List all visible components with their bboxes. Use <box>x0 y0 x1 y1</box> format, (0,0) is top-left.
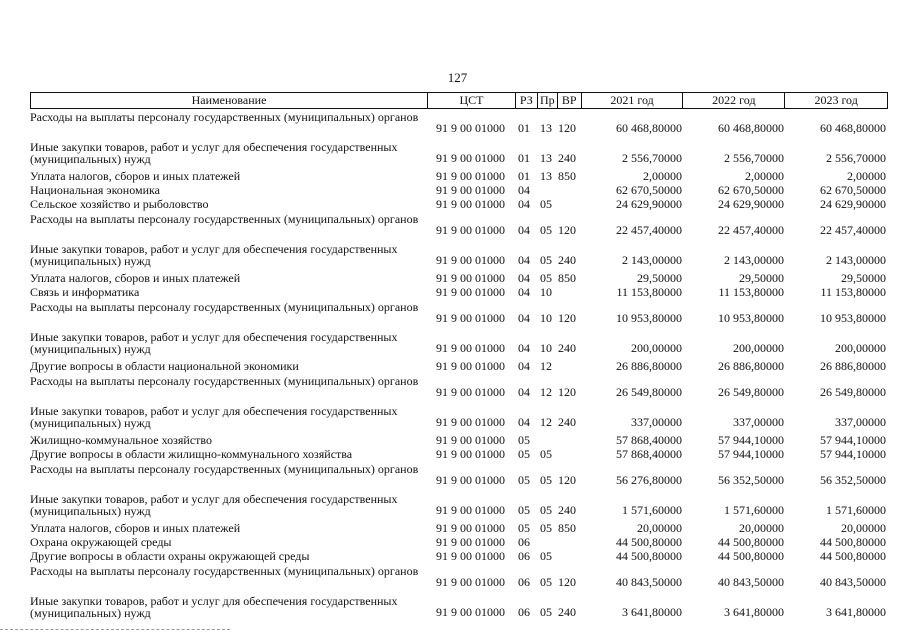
row-value-2023: 62 670,50000 <box>820 183 886 197</box>
row-value-2023: 1 571,60000 <box>826 503 886 517</box>
budget-table <box>30 92 888 623</box>
row-rz: 06 <box>518 575 530 589</box>
row-cst: 91 9 00 01000 <box>436 121 505 135</box>
row-pr: 05 <box>540 575 552 589</box>
table-row <box>30 433 888 447</box>
row-value-2022: 200,00000 <box>733 341 784 355</box>
table-row <box>30 169 888 183</box>
row-value-2021: 2 143,00000 <box>622 253 682 267</box>
row-name: Уплата налогов, сборов и иных платежей <box>30 271 241 285</box>
row-value-2022: 24 629,90000 <box>718 197 784 211</box>
row-pr: 10 <box>540 341 552 355</box>
row-cst: 91 9 00 01000 <box>436 223 505 237</box>
row-value-2023: 2 143,00000 <box>826 253 886 267</box>
row-rz: 01 <box>518 151 530 165</box>
row-name: Другие вопросы в области жилищно-коммунального хозяйства <box>30 447 353 461</box>
row-value-2021: 20,00000 <box>637 521 682 535</box>
row-cst: 91 9 00 01000 <box>436 285 505 299</box>
row-value-2021: 337,00000 <box>631 415 682 429</box>
row-pr <box>538 433 558 447</box>
row-rz: 06 <box>518 549 530 563</box>
row-name: Расходы на выплаты персоналу государственных (муниципальных) органов <box>30 212 419 226</box>
row-value-2023: 57 944,10000 <box>820 447 886 461</box>
table-row <box>30 491 888 521</box>
table-row <box>30 299 888 329</box>
row-value-2021: 10 953,80000 <box>616 311 682 325</box>
row-value-2023: 29,50000 <box>841 271 886 285</box>
table-row <box>30 241 888 271</box>
row-value-2023: 60 468,80000 <box>820 121 886 135</box>
row-vr <box>558 197 582 211</box>
row-rz: 04 <box>518 415 530 429</box>
row-rz: 04 <box>518 183 530 197</box>
row-vr: 120 <box>558 223 576 237</box>
row-vr: 120 <box>558 473 576 487</box>
row-name: Связь и информатика <box>30 285 140 299</box>
row-cst: 91 9 00 01000 <box>436 549 505 563</box>
row-name: Жилищно-коммунальное хозяйство <box>30 433 213 447</box>
row-value-2022: 22 457,40000 <box>718 223 784 237</box>
row-vr <box>558 433 582 447</box>
row-rz: 04 <box>518 223 530 237</box>
row-name: Сельское хозяйство и рыболовство <box>30 197 209 211</box>
row-value-2022: 2,00000 <box>745 169 784 183</box>
row-cst: 91 9 00 01000 <box>436 385 505 399</box>
table-row <box>30 139 888 169</box>
row-vr: 240 <box>558 253 576 267</box>
row-pr: 05 <box>540 197 552 211</box>
row-cst: 91 9 00 01000 <box>436 271 505 285</box>
row-pr: 05 <box>540 271 552 285</box>
table-header <box>30 92 888 109</box>
row-rz: 06 <box>518 605 530 619</box>
row-value-2023: 2,00000 <box>847 169 886 183</box>
row-name: Иные закупки товаров, работ и услуг для обеспечения государственных (муниципальных) нужд <box>30 242 398 268</box>
header-pr: Пр <box>538 93 558 108</box>
row-pr: 05 <box>540 447 552 461</box>
row-vr <box>558 183 582 197</box>
row-pr: 13 <box>540 151 552 165</box>
row-value-2021: 11 153,80000 <box>616 285 682 299</box>
row-name: Уплата налогов, сборов и иных платежей <box>30 169 241 183</box>
row-pr: 13 <box>540 169 552 183</box>
row-name: Уплата налогов, сборов и иных платежей <box>30 521 241 535</box>
row-value-2021: 29,50000 <box>637 271 682 285</box>
row-pr: 05 <box>540 253 552 267</box>
row-name: Расходы на выплаты персоналу государственных (муниципальных) органов <box>30 300 419 314</box>
table-row <box>30 447 888 461</box>
row-rz: 04 <box>518 285 530 299</box>
row-value-2023: 40 843,50000 <box>820 575 886 589</box>
row-pr: 12 <box>540 385 552 399</box>
row-value-2022: 56 352,50000 <box>718 473 784 487</box>
row-pr: 05 <box>540 473 552 487</box>
row-value-2022: 2 143,00000 <box>724 253 784 267</box>
header-rz: РЗ <box>516 93 538 108</box>
row-vr <box>558 285 582 299</box>
row-vr <box>558 549 582 563</box>
row-vr: 120 <box>558 121 576 135</box>
row-value-2022: 2 556,70000 <box>724 151 784 165</box>
row-value-2022: 29,50000 <box>739 271 784 285</box>
table-row <box>30 197 888 211</box>
row-cst: 91 9 00 01000 <box>436 151 505 165</box>
row-value-2023: 57 944,10000 <box>820 433 886 447</box>
row-rz: 04 <box>518 197 530 211</box>
row-rz: 01 <box>518 121 530 135</box>
row-value-2023: 2 556,70000 <box>826 151 886 165</box>
row-value-2023: 10 953,80000 <box>820 311 886 325</box>
row-value-2021: 1 571,60000 <box>622 503 682 517</box>
row-pr <box>538 535 558 549</box>
row-cst: 91 9 00 01000 <box>436 521 505 535</box>
row-vr: 850 <box>558 521 576 535</box>
row-cst: 91 9 00 01000 <box>436 473 505 487</box>
row-name: Расходы на выплаты персоналу государственных (муниципальных) органов <box>30 374 419 388</box>
page-number: 127 <box>447 70 468 85</box>
row-value-2022: 1 571,60000 <box>724 503 784 517</box>
row-cst: 91 9 00 01000 <box>436 433 505 447</box>
row-value-2021: 22 457,40000 <box>616 223 682 237</box>
table-row <box>30 109 888 139</box>
row-value-2023: 3 641,80000 <box>826 605 886 619</box>
row-value-2022: 11 153,80000 <box>718 285 784 299</box>
row-value-2023: 200,00000 <box>835 341 886 355</box>
row-value-2022: 44 500,80000 <box>718 535 784 549</box>
table-row <box>30 521 888 535</box>
row-cst: 91 9 00 01000 <box>436 311 505 325</box>
row-value-2021: 26 549,80000 <box>616 385 682 399</box>
row-vr <box>558 447 582 461</box>
row-cst: 91 9 00 01000 <box>436 605 505 619</box>
row-vr: 240 <box>558 415 576 429</box>
header-cst: ЦСТ <box>428 93 516 108</box>
table-row <box>30 183 888 197</box>
row-cst: 91 9 00 01000 <box>436 575 505 589</box>
row-rz: 04 <box>518 359 530 373</box>
row-cst: 91 9 00 01000 <box>436 253 505 267</box>
row-value-2021: 56 276,80000 <box>616 473 682 487</box>
row-value-2022: 10 953,80000 <box>718 311 784 325</box>
row-value-2022: 40 843,50000 <box>718 575 784 589</box>
row-value-2023: 26 886,80000 <box>820 359 886 373</box>
row-name: Иные закупки товаров, работ и услуг для обеспечения государственных (муниципальных) нужд <box>30 594 398 620</box>
row-rz: 05 <box>518 447 530 461</box>
row-value-2022: 3 641,80000 <box>724 605 784 619</box>
row-pr <box>538 183 558 197</box>
row-name: Расходы на выплаты персоналу государственных (муниципальных) органов <box>30 462 419 476</box>
row-name: Иные закупки товаров, работ и услуг для обеспечения государственных (муниципальных) нужд <box>30 404 398 430</box>
row-value-2021: 57 868,40000 <box>616 433 682 447</box>
row-vr: 120 <box>558 575 576 589</box>
header-name: Наименование <box>31 93 428 108</box>
table-row <box>30 461 888 491</box>
row-cst: 91 9 00 01000 <box>436 415 505 429</box>
row-value-2022: 26 886,80000 <box>718 359 784 373</box>
row-value-2021: 60 468,80000 <box>616 121 682 135</box>
row-cst: 91 9 00 01000 <box>436 197 505 211</box>
row-name: Иные закупки товаров, работ и услуг для обеспечения государственных (муниципальных) нужд <box>30 492 398 518</box>
row-name: Другие вопросы в области охраны окружающей среды <box>30 549 310 563</box>
row-name: Иные закупки товаров, работ и услуг для обеспечения государственных (муниципальных) нужд <box>30 330 398 356</box>
row-pr: 12 <box>540 415 552 429</box>
row-value-2023: 26 549,80000 <box>820 385 886 399</box>
row-vr: 240 <box>558 151 576 165</box>
table-row <box>30 329 888 359</box>
row-value-2022: 62 670,50000 <box>718 183 784 197</box>
table-row <box>30 271 888 285</box>
row-vr <box>558 359 582 373</box>
row-rz: 04 <box>518 341 530 355</box>
table-row <box>30 563 888 593</box>
row-pr: 13 <box>540 121 552 135</box>
row-value-2023: 44 500,80000 <box>820 535 886 549</box>
row-cst: 91 9 00 01000 <box>436 183 505 197</box>
row-value-2021: 24 629,90000 <box>616 197 682 211</box>
row-rz: 04 <box>518 253 530 267</box>
row-cst: 91 9 00 01000 <box>436 535 505 549</box>
row-pr: 05 <box>540 549 552 563</box>
row-pr: 05 <box>540 503 552 517</box>
row-cst: 91 9 00 01000 <box>436 503 505 517</box>
row-vr: 850 <box>558 169 576 183</box>
table-row <box>30 373 888 403</box>
table-row <box>30 535 888 549</box>
row-rz: 05 <box>518 521 530 535</box>
table-body <box>30 109 888 623</box>
row-value-2021: 57 868,40000 <box>616 447 682 461</box>
row-name: Национальная экономика <box>30 183 160 197</box>
row-cst: 91 9 00 01000 <box>436 359 505 373</box>
table-row <box>30 359 888 373</box>
table-row <box>30 549 888 563</box>
row-rz: 04 <box>518 311 530 325</box>
row-pr: 05 <box>540 521 552 535</box>
row-value-2023: 20,00000 <box>841 521 886 535</box>
row-vr: 120 <box>558 385 576 399</box>
row-rz: 05 <box>518 473 530 487</box>
row-value-2023: 22 457,40000 <box>820 223 886 237</box>
table-row <box>30 211 888 241</box>
row-value-2023: 337,00000 <box>835 415 886 429</box>
row-value-2022: 44 500,80000 <box>718 549 784 563</box>
row-vr: 850 <box>558 271 576 285</box>
row-value-2022: 26 549,80000 <box>718 385 784 399</box>
row-rz: 04 <box>518 385 530 399</box>
row-rz: 04 <box>518 271 530 285</box>
row-pr: 12 <box>540 359 552 373</box>
row-value-2022: 20,00000 <box>739 521 784 535</box>
table-row <box>30 285 888 299</box>
row-value-2023: 24 629,90000 <box>820 197 886 211</box>
row-pr: 10 <box>540 311 552 325</box>
row-value-2021: 44 500,80000 <box>616 535 682 549</box>
row-value-2022: 60 468,80000 <box>718 121 784 135</box>
row-name: Охрана окружающей среды <box>30 535 172 549</box>
row-value-2022: 57 944,10000 <box>718 433 784 447</box>
header-vr: ВР <box>558 93 582 108</box>
header-2023: 2023 год <box>814 93 858 107</box>
row-name: Расходы на выплаты персоналу государственных (муниципальных) органов <box>30 564 419 578</box>
row-value-2022: 337,00000 <box>733 415 784 429</box>
row-cst: 91 9 00 01000 <box>436 447 505 461</box>
row-vr: 240 <box>558 605 576 619</box>
row-name: Другие вопросы в области национальной экономики <box>30 359 299 373</box>
row-vr: 240 <box>558 503 576 517</box>
row-value-2021: 200,00000 <box>631 341 682 355</box>
row-name: Расходы на выплаты персоналу государственных (муниципальных) органов <box>30 110 419 124</box>
row-pr: 10 <box>540 285 552 299</box>
row-rz: 05 <box>518 433 530 447</box>
row-value-2021: 62 670,50000 <box>616 183 682 197</box>
row-value-2021: 44 500,80000 <box>616 549 682 563</box>
row-value-2023: 56 352,50000 <box>820 473 886 487</box>
row-rz: 06 <box>518 535 530 549</box>
row-value-2021: 26 886,80000 <box>616 359 682 373</box>
row-cst: 91 9 00 01000 <box>436 341 505 355</box>
row-value-2022: 57 944,10000 <box>718 447 784 461</box>
row-pr: 05 <box>540 223 552 237</box>
row-vr: 120 <box>558 311 576 325</box>
header-2021: 2021 год <box>582 93 684 108</box>
row-value-2021: 3 641,80000 <box>622 605 682 619</box>
row-rz: 05 <box>518 503 530 517</box>
row-value-2021: 40 843,50000 <box>616 575 682 589</box>
row-rz: 01 <box>518 169 530 183</box>
table-row <box>30 403 888 433</box>
row-vr: 240 <box>558 341 576 355</box>
row-value-2021: 2,00000 <box>643 169 682 183</box>
row-pr: 05 <box>540 605 552 619</box>
row-name: Иные закупки товаров, работ и услуг для обеспечения государственных (муниципальных) нужд <box>30 140 398 166</box>
row-cst: 91 9 00 01000 <box>436 169 505 183</box>
row-value-2021: 2 556,70000 <box>622 151 682 165</box>
row-value-2023: 44 500,80000 <box>820 549 886 563</box>
table-row <box>30 593 888 623</box>
row-value-2023: 11 153,80000 <box>820 285 886 299</box>
row-vr <box>558 535 582 549</box>
footer-divider <box>0 629 230 630</box>
header-2022: 2022 год <box>683 93 785 108</box>
